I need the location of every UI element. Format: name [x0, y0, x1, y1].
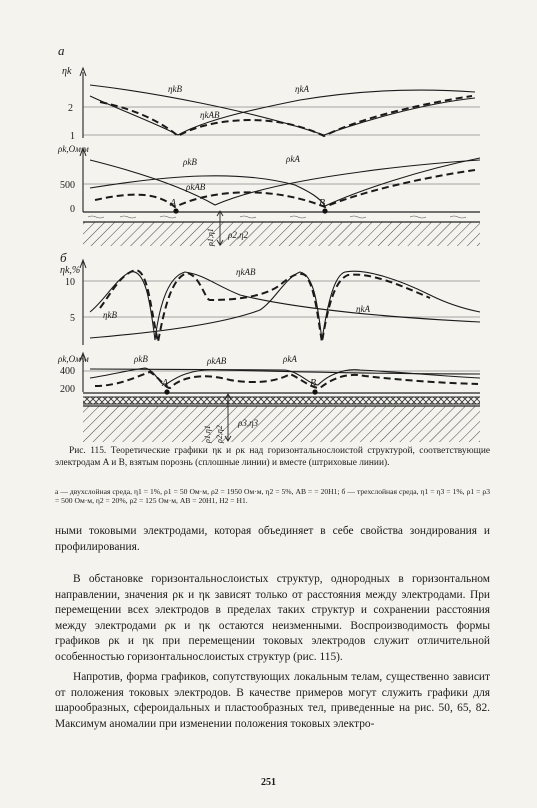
panel-b-eta-tick-5: 5 — [70, 313, 75, 324]
panel-b-label-rho-AB: ρkAB — [207, 356, 227, 366]
electrode-a-marker — [173, 208, 178, 213]
electrode-a-marker-b — [164, 389, 169, 394]
panel-a-label-rho-A: ρkA — [286, 154, 300, 164]
figure-caption: Рис. 115. Теоретические графики ηк и ρк над горизонтальнослоистой структурой, соответствующие электродам A и B, взятым порознь (сплошные линии) и вместе (штриховые линии). — [55, 446, 490, 468]
paragraph-1: ными токовыми электродами, которая объединяет в себе свойства зондирования и профилирования. — [55, 525, 490, 553]
panel-b-layer-1-label: ρ1,η1 — [203, 425, 212, 443]
panel-b-rho-axis-label: ρk,Ом·м — [58, 354, 89, 364]
panel-a-label-eta-A: ηkA — [295, 84, 309, 94]
panel-b-label-rho-A: ρkA — [283, 354, 297, 364]
panel-b-layer-2-label: ρ2,η2 — [215, 425, 224, 443]
panel-b-rho-tick-400: 400 — [60, 366, 75, 377]
panel-a-layer-1-label: ρ1,η1 — [206, 228, 215, 246]
panel-a-electrode-A: A — [170, 198, 177, 209]
panel-a-electrode-B: B — [319, 198, 326, 209]
panel-b-electrode-A: A — [162, 378, 169, 389]
panel-a-eta-B-curve — [90, 90, 475, 135]
figure-legend: а — двухслойная среда, η1 = 1%, ρ1 = 50 Ом·м, ρ2 = 1950 Ом·м, η2 = 5%, AB = = 20H1; б — трехслойная среда, η1 = η3 = 1%, ρ1 = ρ3 = 500 Ом·м, η2 = 20%, ρ2 = 125 Ом·м, AB = 20H1, H2 = H1. — [55, 487, 490, 506]
panel-a-letter: а — [58, 43, 65, 58]
panel-a-eta-AB-curve — [100, 96, 472, 136]
panel-a-rho-axis-label: ρk,Ом·м — [58, 144, 89, 154]
panel-b-label-eta-B: ηkB — [103, 310, 117, 320]
panel-b-label-eta-AB: ηkAB — [236, 267, 256, 277]
panel-b-layer-3-label: ρ3,η3 — [238, 418, 259, 428]
panel-a-label-eta-AB: ηkAB — [200, 110, 220, 120]
panel-b-eta-tick-10: 10 — [65, 277, 75, 288]
panel-a-eta-axis-label: ηk — [62, 66, 72, 77]
panel-b-electrode-B: B — [310, 378, 317, 389]
electrode-b-marker — [322, 208, 327, 213]
panel-b-rho-tick-200: 200 — [60, 384, 75, 395]
panel-a-rho-curves — [90, 158, 480, 207]
panel-a-label-rho-B: ρkB — [183, 157, 197, 167]
page-number: 251 — [261, 777, 276, 788]
panel-a-eta-tick-1: 1 — [70, 131, 75, 142]
electrode-b-marker-b — [312, 389, 317, 394]
panel-a-eta-A-curve — [90, 85, 475, 135]
panel-a-rho-AB-curve — [95, 170, 475, 207]
panel-b-letter: б — [60, 250, 67, 265]
panel-a-eta-tick-2: 2 — [68, 103, 73, 114]
paragraph-3: Напротив, форма графиков, сопутствующих локальным телам, существенно зависит от положения токовых электродов. В качестве примеров могут служить графики для шарообразных, сфероидальных и пластообразных тел, приведенные на рис. 50, 65, 82. Максимум аномалии при изменении положения токовых электро- — [55, 671, 490, 730]
panel-b-eta-axis-label: ηk,% — [60, 265, 81, 276]
panel-a-rho-tick-500: 500 — [60, 180, 75, 191]
panel-a-eta-curves — [90, 85, 475, 136]
panel-a-rho-tick-0: 0 — [70, 204, 75, 215]
panel-b-label-rho-B: ρkB — [134, 354, 148, 364]
panel-a-label-rho-AB: ρkAB — [186, 182, 206, 192]
panel-a-layer-2-label: ρ2,η2 — [228, 230, 249, 240]
panel-b-label-eta-A: ηkA — [356, 304, 370, 314]
paragraph-2: В обстановке горизонтальнослоистых структур, однородных в горизонтальном направлении, значения ρк и ηк зависят только от расстояния между электродами. При перемещении всех электродов в пределах таких структур и сохранении расстояния между электродами ρк и ηк остаются неизменными. Воспроизводимость формы графиков ρк и ηк при перемещении токовых электродов служит отличительной особенностью горизонтальнослоистых структур (рис. 115). — [55, 573, 490, 663]
panel-a-label-eta-B: ηkB — [168, 84, 182, 94]
